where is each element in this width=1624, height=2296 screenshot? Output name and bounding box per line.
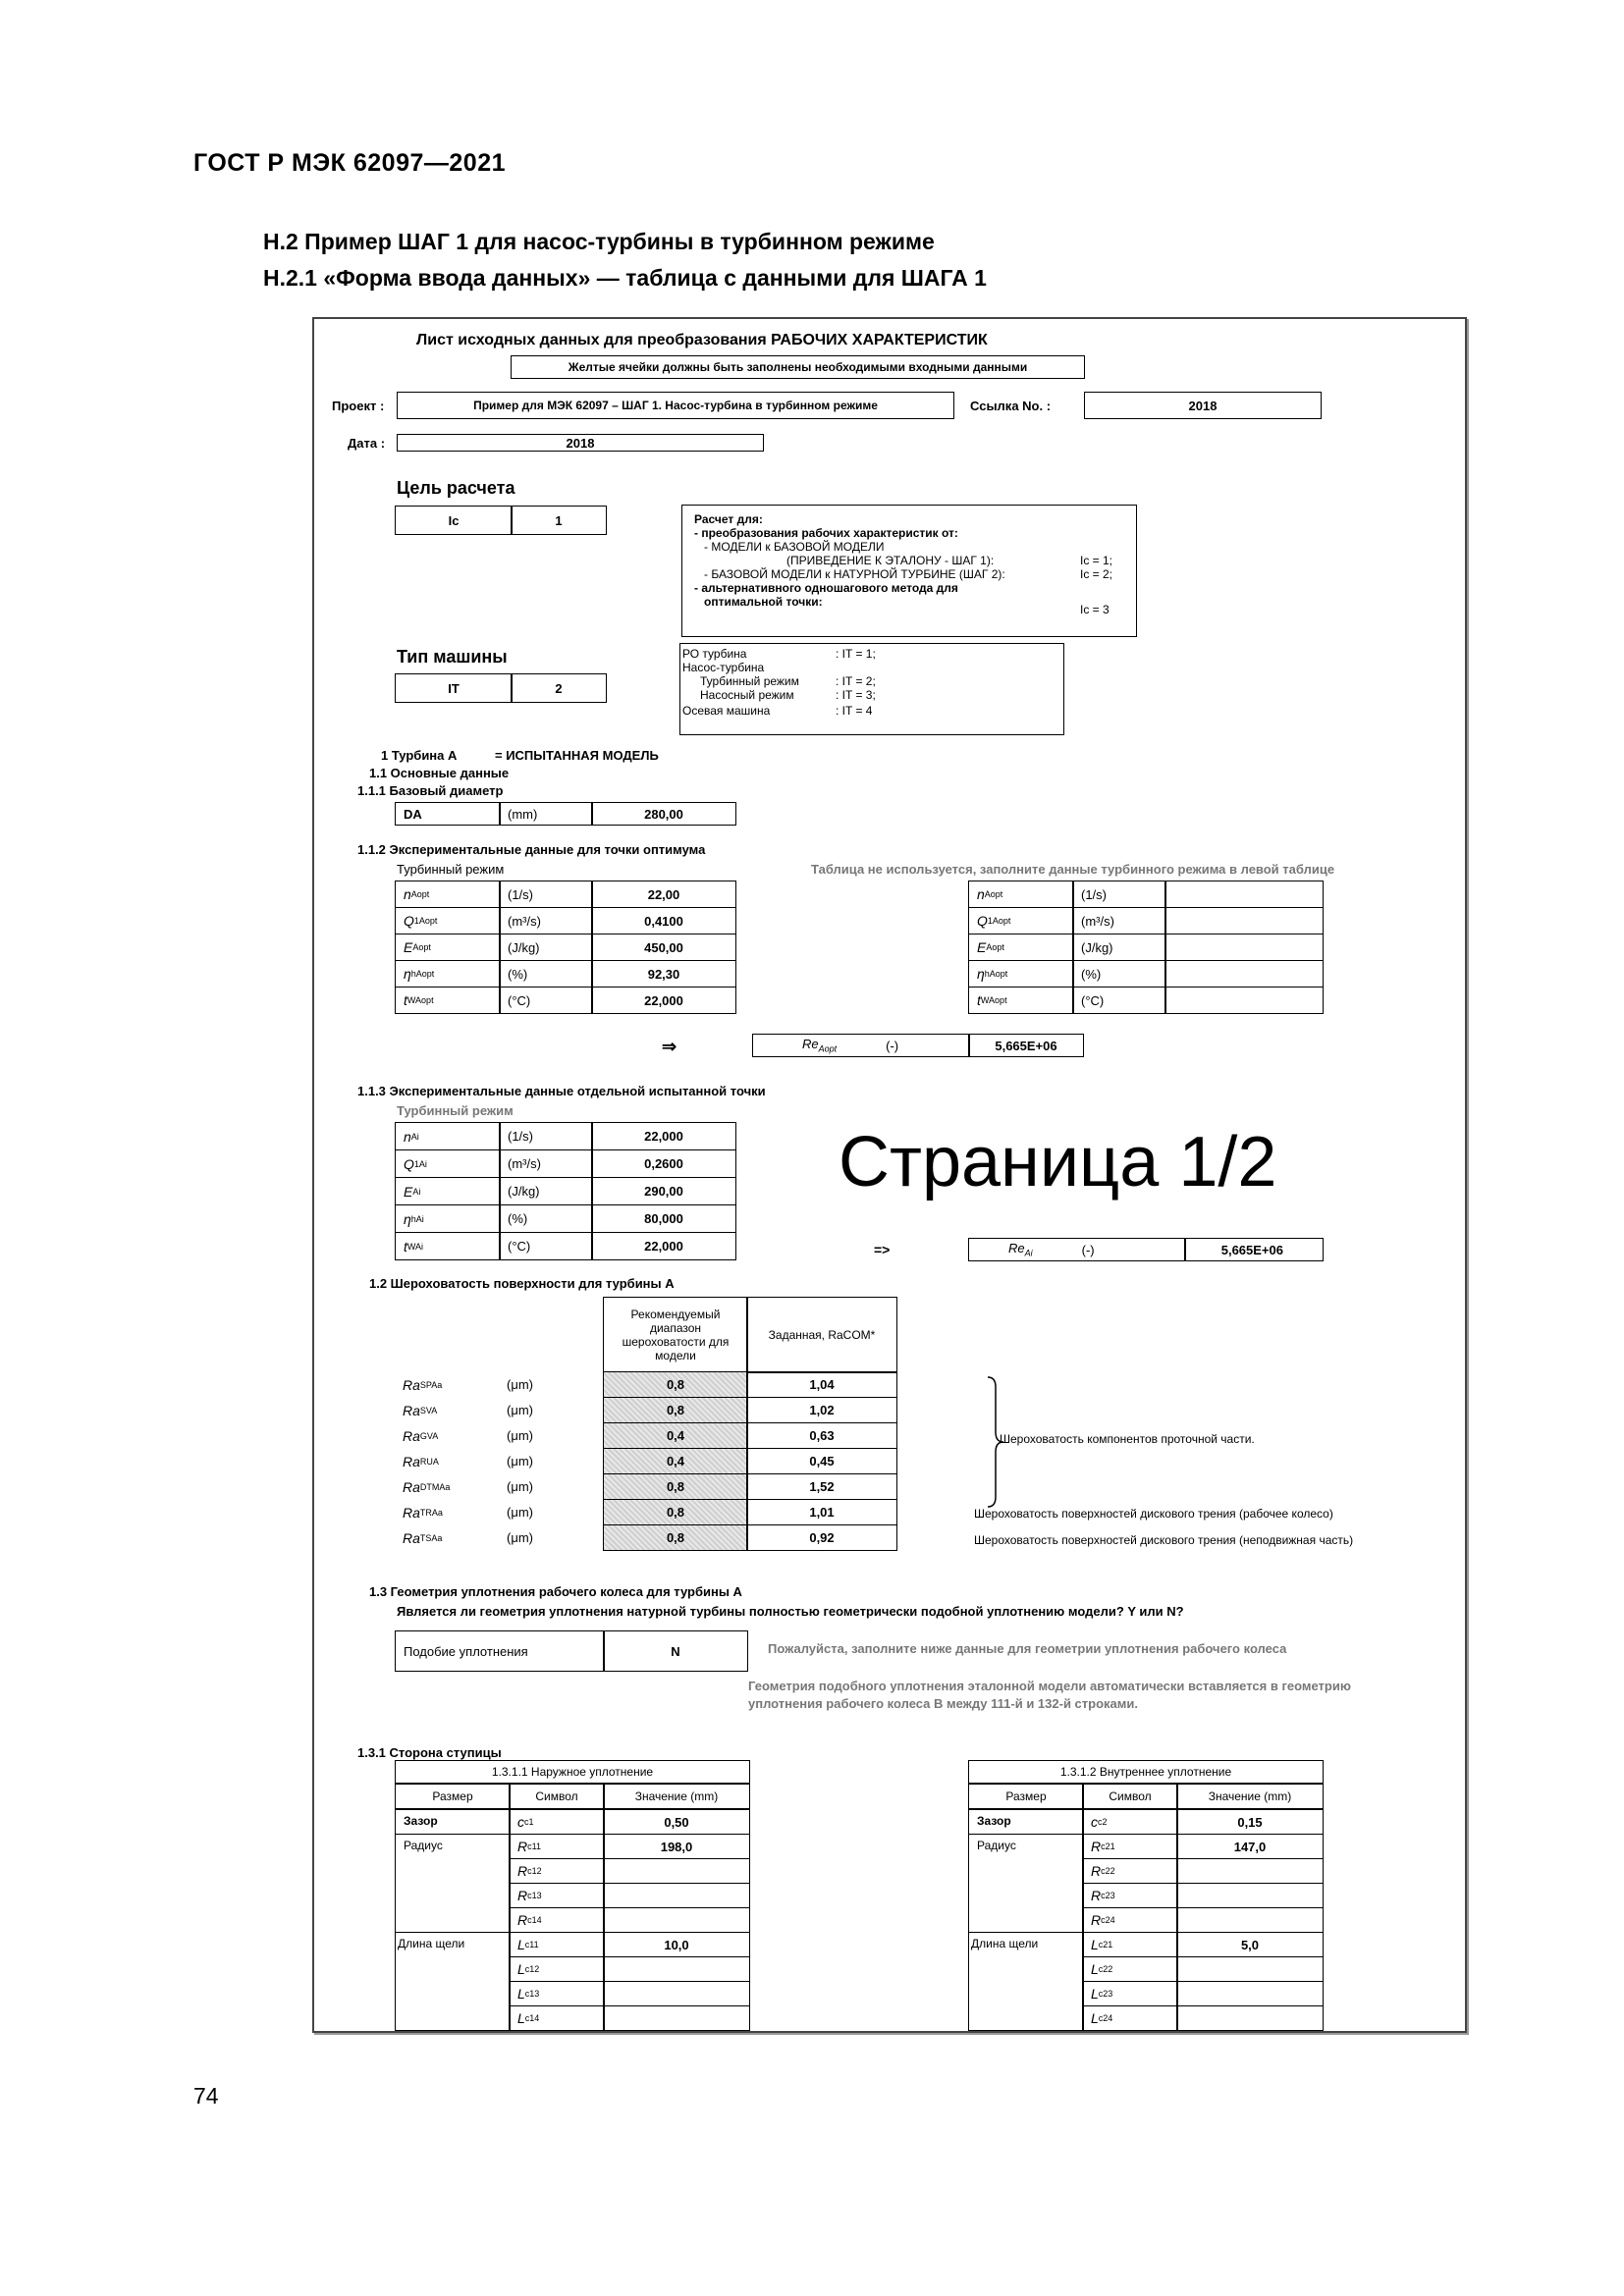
section-1-suffix: = ИСПЫТАННАЯ МОДЕЛЬ [495,748,659,763]
rough-symbol-cell [395,1371,501,1398]
subscript: WAi [406,1241,424,1252]
symbol: Ra [403,1504,420,1521]
calc-info-line: оптимальной точки: [704,595,823,609]
subscript: c22 [1098,1964,1113,1974]
rough-unit-cell: (μm) [507,1403,533,1417]
subscript: c14 [527,1915,542,1925]
opt-value-field[interactable]: 22,00 [591,881,736,908]
opt-right-symbol-cell [968,960,1074,988]
rough-value-field[interactable]: 1,02 [746,1397,897,1423]
rough-unit-cell: (μm) [507,1377,533,1392]
seal-value-field[interactable]: 10,0 [603,1932,750,1957]
subscript: WAopt [406,995,434,1005]
arrow-icon-2: => [874,1242,891,1257]
re-symbol: Re [802,1037,819,1052]
pt-unit-cell: (J/kg) [499,1177,593,1205]
symbol: L [517,2010,525,2026]
opt-right-symbol-cell [968,987,1074,1014]
project-label: Проект : [332,399,385,413]
seal-symbol-cell [509,1883,605,1908]
subscript: c2 [1098,1817,1108,1827]
seal-symbol-cell [1082,1858,1178,1884]
rough-value-field[interactable]: 1,52 [746,1473,897,1500]
symbol: Ra [403,1402,420,1418]
machine-info-line: : IT = 4 [836,704,873,718]
re-ai-value: 5,665E+06 [1184,1238,1324,1261]
symbol: t [404,1238,407,1255]
rough-recommended-cell: 0,4 [603,1448,748,1474]
opt-unit-cell: (%) [499,960,593,988]
opt-unit-cell: (°C) [499,987,593,1014]
turbine-mode-label: Турбинный режим [397,862,505,877]
seal-symbol-cell [509,2005,605,2031]
re-ai-cell [968,1238,1186,1261]
seal-symbol-cell [509,1834,605,1859]
seal-symbol-cell [509,1809,605,1835]
seal-value-field[interactable]: 198,0 [603,1834,750,1859]
subscript: 1Aopt [987,916,1011,926]
date-label: Дата : [348,436,386,451]
rough-note-stationary: Шероховатость поверхностей дискового трения (неподвижная часть) [974,1533,1354,1547]
subscript: c13 [527,1891,542,1900]
pt-unit-cell: (%) [499,1204,593,1233]
re-symbol: Re [1008,1241,1025,1256]
section-heading-h21: H.2.1 «Форма ввода данных» — таблица с данными для ШАГА 1 [263,265,987,291]
seal-value-field[interactable] [603,1907,750,1933]
pt-symbol-cell [395,1204,501,1233]
seal-value-field[interactable] [1176,1858,1324,1884]
pt-symbol-cell [395,1232,501,1260]
goal-symbol-cell: Ic [395,506,513,535]
pt-value-field[interactable]: 290,00 [591,1177,736,1205]
machine-info-line: : IT = 3; [836,688,876,702]
seal-value-field[interactable] [1176,1907,1324,1933]
seal-value-field[interactable] [1176,1883,1324,1908]
section-1-1-2: 1.1.2 Экспериментальные данные для точки оптимума [357,842,706,857]
machine-info-line: Турбинный режим [700,674,799,688]
symbol: L [1091,1937,1099,1952]
da-unit-cell: (mm) [499,802,593,826]
page-watermark: Страница 1/2 [839,1123,1277,1201]
machine-value-field[interactable]: 2 [511,673,607,703]
subscript: c1 [524,1817,534,1827]
re-subscript: Aopt [818,1043,838,1054]
calc-info-line: Ic = 1; [1080,554,1113,567]
rough-value-field[interactable]: 1,01 [746,1499,897,1525]
seal-symbol-cell [1082,2005,1178,2031]
row-label-radius: Радиус [395,1834,511,1933]
seal-symbol-cell [1082,1956,1178,1982]
subscript: c24 [1101,1915,1115,1925]
symbol: n [977,886,985,902]
rough-symbol-cell [395,1473,501,1500]
subscript: c24 [1098,2013,1113,2023]
subscript: Aopt [986,942,1004,952]
pt-unit-cell: (m³/s) [499,1149,593,1178]
calc-info-line: Расчет для: [694,512,763,526]
opt-right-symbol-cell [968,907,1074,934]
section-1-3-1: 1.3.1 Сторона ступицы [357,1745,502,1760]
rough-header-recommended: Рекомендуемый диапазон шероховатости для модели [603,1297,748,1373]
section-1-3: 1.3 Геометрия уплотнения рабочего колеса для турбины А [369,1584,742,1599]
machine-info-line: Насос-турбина [682,661,765,674]
calc-info-line: - БАЗОВОЙ МОДЕЛИ к НАТУРНОЙ ТУРБИНЕ (ШАГ 2): [704,567,1005,581]
da-symbol-cell [395,802,501,826]
seal-note-2: Геометрия подобного уплотнения эталонной модели автоматически вставляется в геометрию [748,1679,1351,1693]
calc-info-box [681,505,1137,637]
opt-right-value-field[interactable] [1164,960,1324,988]
rough-symbol-cell [395,1524,501,1551]
seal-value-field[interactable] [603,1858,750,1884]
subscript: 1Aopt [413,916,438,926]
opt-unit-cell: (1/s) [499,881,593,908]
goal-title: Цель расчета [397,478,515,498]
opt-symbol-cell [395,907,501,934]
sheet-title: Лист исходных данных для преобразования РАБОЧИХ ХАРАКТЕРИСТИК [416,332,988,348]
opt-right-unit-cell: (1/s) [1072,881,1166,908]
symbol: L [1091,1961,1099,1977]
seal-question: Является ли геометрия уплотнения натурной турбины полностью геометрически подобной уплотнению модели? Y или N? [397,1604,1184,1619]
symbol: E [404,939,413,955]
rough-value-field[interactable]: 0,45 [746,1448,897,1474]
subscript: c13 [524,1989,540,1999]
rough-recommended-cell: 0,8 [603,1499,748,1525]
subscript: 1Ai [413,1158,427,1169]
rough-symbol-cell [395,1422,501,1449]
seal-value-field[interactable] [603,1883,750,1908]
opt-right-unit-cell: (%) [1072,960,1166,988]
symbol: n [404,886,411,902]
seal-value-field[interactable]: 0,50 [603,1809,750,1835]
col-header-size: Размер [968,1784,1084,1809]
subscript: Aopt [412,942,431,952]
date-field[interactable]: 2018 [397,434,764,452]
subscript: hAopt [984,969,1008,979]
opt-right-value-field[interactable] [1164,881,1324,908]
opt-right-symbol-cell [968,881,1074,908]
pt-value-field[interactable]: 22,000 [591,1232,736,1260]
section-1-2: 1.2 Шероховатость поверхности для турбины А [369,1276,675,1291]
rough-symbol-cell [395,1499,501,1525]
da-symbol: DA [404,806,422,822]
seal-symbol-cell [509,1932,605,1957]
machine-info-line: : IT = 1; [836,647,876,661]
superscript: a [437,1532,443,1543]
subscript: c22 [1101,1866,1115,1876]
superscript: a [437,1379,443,1390]
subscript: DTMA [419,1481,446,1492]
seal-symbol-cell [509,1956,605,1982]
rough-recommended-cell: 0,8 [603,1524,748,1551]
symbol: R [1091,1839,1102,1854]
re-opt-cell [752,1034,970,1057]
symbol: E [404,1183,413,1200]
seal-value-field[interactable] [603,1981,750,2006]
re-ai-unit: (-) [1081,1242,1095,1257]
calc-info-line: (ПРИВЕДЕНИЕ К ЭТАЛОНУ - ШАГ 1): [786,554,995,567]
symbol: n [404,1128,411,1145]
opt-right-value-field[interactable] [1164,907,1324,934]
symbol: Q [404,1155,414,1172]
seal-table-title: 1.3.1.2 Внутреннее уплотнение [968,1760,1324,1784]
project-field[interactable]: Пример для МЭК 62097 – ШАГ 1. Насос-турбина в турбинном режиме [397,392,954,419]
calc-info-line: - альтернативного одношагового метода для [694,581,958,595]
superscript: a [445,1481,451,1492]
seal-note-1: Пожалуйста, заполните ниже данные для геометрии уплотнения рабочего колеса [768,1641,1287,1656]
subscript: RUA [419,1456,439,1467]
pt-symbol-cell [395,1149,501,1178]
da-value-field[interactable]: 280,00 [591,802,736,826]
col-header-symbol: Символ [509,1784,605,1809]
subscript: SVA [419,1405,438,1415]
pt-value-field[interactable]: 22,000 [591,1122,736,1150]
rough-recommended-cell: 0,4 [603,1422,748,1449]
arrow-icon: ⇒ [662,1037,677,1056]
col-header-value: Значение (mm) [603,1784,750,1809]
pt-symbol-cell [395,1122,501,1150]
symbol: R [517,1888,528,1903]
re-ai-symbol [1008,1241,1033,1258]
calc-info-line: Ic = 2; [1080,567,1113,581]
opt-symbol-cell [395,934,501,961]
rough-unit-cell: (μm) [507,1530,533,1545]
pt-value-field[interactable]: 80,000 [591,1204,736,1233]
document-title: ГОСТ Р МЭК 62097—2021 [193,149,507,177]
rough-note-flow: Шероховатость компонентов проточной части. [1000,1432,1255,1446]
section-1: 1 Турбина А [381,748,458,763]
re-subscript: Ai [1024,1248,1033,1258]
rough-recommended-cell: 0,8 [603,1397,748,1423]
opt-value-field[interactable]: 92,30 [591,960,736,988]
seal-value-field[interactable] [1176,1956,1324,1982]
calc-info-line: Ic = 3 [1080,603,1110,616]
symbol: R [1091,1912,1102,1928]
symbol: Ra [403,1453,420,1469]
symbol: t [404,992,407,1008]
symbol: L [517,1961,525,1977]
rough-value-field[interactable]: 0,63 [746,1422,897,1449]
seal-similarity-label: Подобие уплотнения [395,1630,605,1672]
section-1-1-3: 1.1.3 Экспериментальные данные отдельной испытанной точки [357,1084,766,1098]
subscript: hAopt [410,969,435,979]
symbol: Ra [403,1376,420,1393]
seal-value-field[interactable]: 5,0 [1176,1932,1324,1957]
subscript: c14 [524,2013,540,2023]
subscript: Ai [410,1131,419,1142]
page-number: 74 [193,2083,219,2109]
rough-value-field[interactable]: 1,04 [746,1371,897,1398]
rough-symbol-cell [395,1397,501,1423]
symbol: L [1091,2010,1099,2026]
symbol: η [404,1210,411,1227]
rough-unit-cell: (μm) [507,1454,533,1468]
seal-value-field[interactable] [603,1956,750,1982]
symbol: R [517,1863,528,1879]
seal-table-title: 1.3.1.1 Наружное уплотнение [395,1760,750,1784]
subscript: c23 [1101,1891,1115,1900]
subscript: hAi [410,1213,424,1224]
row-label-length: Длина щели [968,1932,1084,2031]
opt-symbol-cell [395,960,501,988]
seal-symbol-cell [1082,1883,1178,1908]
pt-symbol-cell [395,1177,501,1205]
pt-value-field[interactable]: 0,2600 [591,1149,736,1178]
pt-unit-cell: (°C) [499,1232,593,1260]
subscript: c12 [524,1964,540,1974]
machine-info-line: : IT = 2; [836,674,876,688]
symbol: Q [404,913,414,929]
seal-value-field[interactable] [1176,1981,1324,2006]
opt-value-field[interactable]: 450,00 [591,934,736,961]
seal-value-field[interactable]: 0,15 [1176,1809,1324,1835]
symbol: L [517,1937,525,1952]
symbol: R [1091,1863,1102,1879]
re-opt-symbol [802,1037,837,1054]
opt-symbol-cell [395,881,501,908]
symbol: Q [977,913,988,929]
seal-symbol-cell [1082,1932,1178,1957]
rough-note-runner: Шероховатость поверхностей дискового трения (рабочее колесо) [974,1507,1333,1521]
opt-right-unit-cell: (°C) [1072,987,1166,1014]
subscript: Aopt [984,889,1003,899]
col-header-symbol: Символ [1082,1784,1178,1809]
reference-label: Ссылка No. : [970,399,1052,413]
machine-info-line: Насосный режим [700,688,794,702]
symbol: c [1091,1814,1098,1830]
subscript: Aopt [410,889,430,899]
subscript: c11 [527,1842,541,1851]
opt-right-unit-cell: (m³/s) [1072,907,1166,934]
symbol: R [517,1839,528,1854]
seal-symbol-cell [509,1858,605,1884]
rough-unit-cell: (μm) [507,1505,533,1520]
col-header-value: Значение (mm) [1176,1784,1324,1809]
seal-note-3: уплотнения рабочего колеса B между 111-й и 132-й строками. [748,1696,1138,1711]
subscript: c21 [1098,1940,1113,1949]
opt-right-value-field[interactable] [1164,934,1324,961]
symbol: E [977,939,987,955]
symbol: Ra [403,1427,420,1444]
row-label-radius: Радиус [968,1834,1084,1933]
symbol: R [517,1912,528,1928]
subscript: TSA [419,1532,438,1543]
symbol: Ra [403,1478,420,1495]
subscript: c21 [1101,1842,1115,1851]
symbol: η [404,966,411,982]
turbine-mode-label-2: Турбинный режим [397,1103,514,1118]
opt-symbol-cell [395,987,501,1014]
symbol: η [977,966,985,982]
symbol: Ra [403,1529,420,1546]
seal-value-field[interactable]: 147,0 [1176,1834,1324,1859]
seal-value-field[interactable] [1176,2005,1324,2031]
rough-recommended-cell: 0,8 [603,1473,748,1500]
subscript: Ai [412,1186,421,1197]
pt-unit-cell: (1/s) [499,1122,593,1150]
rough-unit-cell: (μm) [507,1479,533,1494]
table-not-used-note: Таблица не используется, заполните данные турбинного режима в левой таблице [811,862,1335,877]
rough-value-field[interactable]: 0,92 [746,1524,897,1551]
symbol: c [517,1814,524,1830]
machine-info-line: Осевая машина [682,704,771,718]
re-opt-unit: (-) [886,1038,899,1053]
opt-value-field[interactable]: 22,000 [591,987,736,1014]
calc-info-line: - МОДЕЛИ к БАЗОВОЙ МОДЕЛИ [704,540,885,554]
opt-unit-cell: (m³/s) [499,907,593,934]
section-heading-h2: H.2 Пример ШАГ 1 для насос-турбины в турбинном режиме [263,229,935,254]
seal-symbol-cell [1082,1981,1178,2006]
subscript: c23 [1098,1989,1113,1999]
symbol: R [1091,1888,1102,1903]
subscript: c12 [527,1866,542,1876]
rough-unit-cell: (μm) [507,1428,533,1443]
goal-value-field[interactable]: 1 [511,506,607,535]
opt-value-field[interactable]: 0,4100 [591,907,736,934]
yellow-cells-note: Желтые ячейки должны быть заполнены необходимыми входными данными [511,355,1085,379]
seal-value-field[interactable] [603,2005,750,2031]
subscript: SPA [419,1379,438,1390]
rough-recommended-cell: 0,8 [603,1371,748,1398]
row-label-gap: Зазор [395,1809,511,1835]
section-1-1: 1.1 Основные данные [369,766,510,780]
section-1-1-1: 1.1.1 Базовый диаметр [357,783,504,798]
reference-field[interactable]: 2018 [1084,392,1322,419]
re-opt-value: 5,665E+06 [968,1034,1084,1057]
opt-unit-cell: (J/kg) [499,934,593,961]
seal-symbol-cell [1082,1809,1178,1835]
seal-symbol-cell [1082,1907,1178,1933]
superscript: a [437,1507,443,1518]
input-data-sheet [312,317,1467,2033]
seal-symbol-cell [509,1907,605,1933]
row-label-gap: Зазор [968,1809,1084,1835]
col-header-size: Размер [395,1784,511,1809]
subscript: GVA [419,1430,439,1441]
seal-symbol-cell [1082,1834,1178,1859]
row-label-length: Длина щели [395,1932,511,2031]
subscript: c11 [524,1940,539,1949]
subscript: WAopt [980,995,1007,1005]
machine-type-title: Тип машины [397,647,508,667]
symbol: t [977,992,981,1008]
machine-symbol-cell: IT [395,673,513,703]
rough-symbol-cell [395,1448,501,1474]
opt-right-symbol-cell [968,934,1074,961]
symbol: L [1091,1986,1099,2002]
seal-similarity-field[interactable]: N [603,1630,748,1672]
opt-right-value-field[interactable] [1164,987,1324,1014]
machine-info-box [679,643,1064,735]
machine-info-line: РО турбина [682,647,747,661]
subscript: TRA [419,1507,438,1518]
seal-symbol-cell [509,1981,605,2006]
symbol: L [517,1986,525,2002]
opt-right-unit-cell: (J/kg) [1072,934,1166,961]
rough-header-specified: Заданная, RaCOM* [746,1297,897,1373]
calc-info-line: - преобразования рабочих характеристик от: [694,526,958,540]
